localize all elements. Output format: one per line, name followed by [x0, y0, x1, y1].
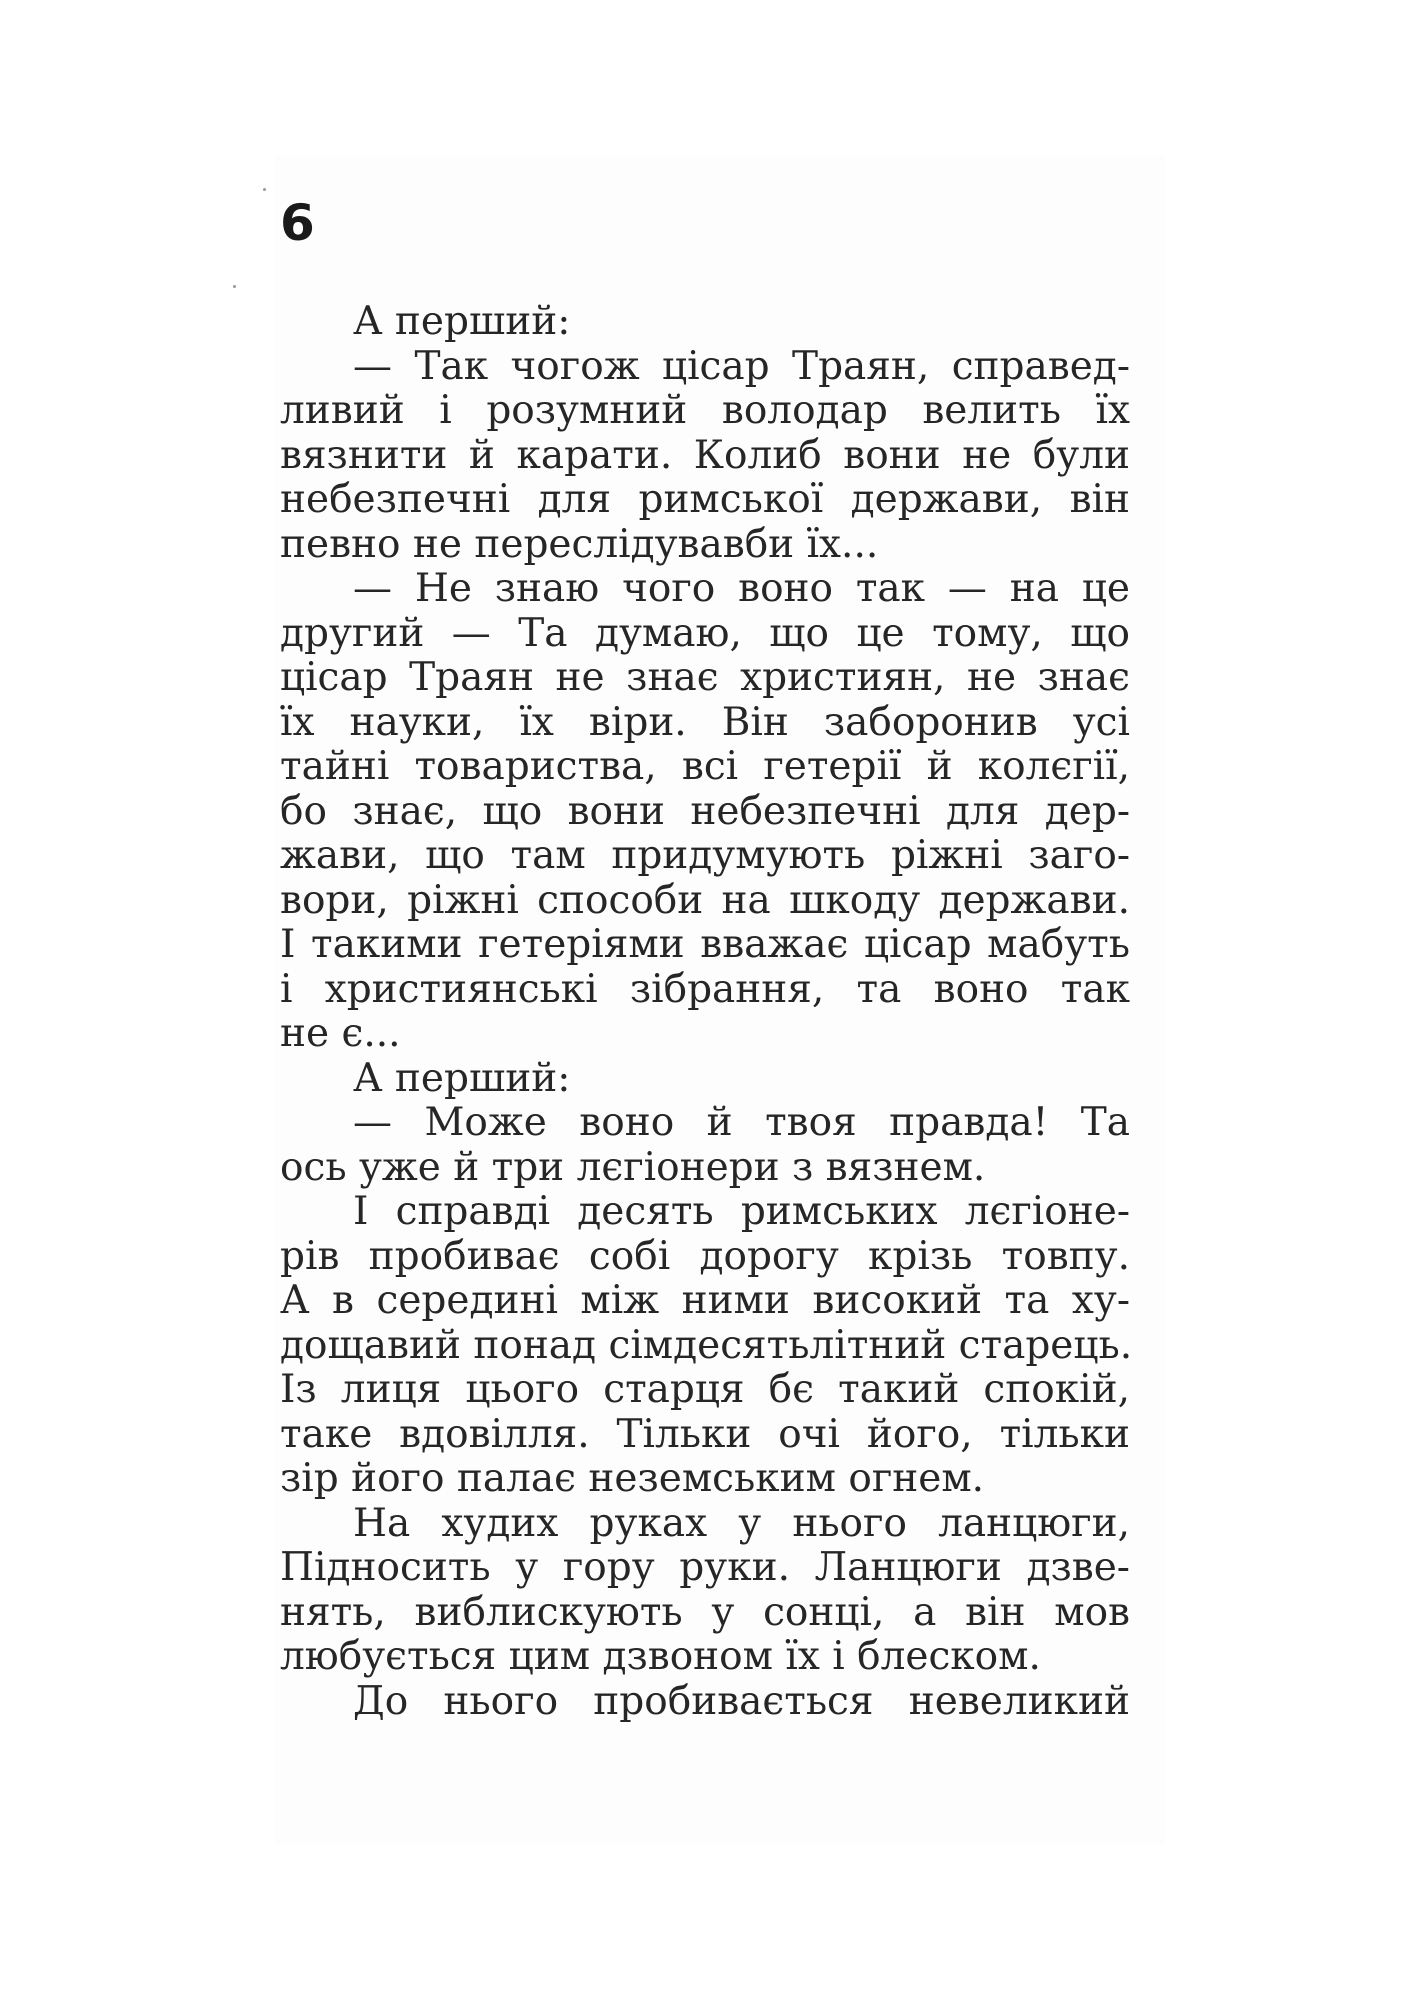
- text-line: А перший:: [353, 299, 571, 344]
- scan-speck: [233, 285, 236, 288]
- text-line: небезпечні для римської держави, він: [280, 477, 1130, 522]
- text-line: тайні товариства, всі гетерії й колєгії,: [280, 744, 1130, 789]
- text-line: другий — Та думаю, що це тому, що: [280, 610, 1130, 656]
- text-line: ось уже й три лєгіонери з вязнем.: [280, 1144, 986, 1190]
- text-line: і християнські зібрання, та воно так: [280, 966, 1130, 1012]
- text-line: вори, ріжні способи на шкоду держави.: [280, 877, 1130, 923]
- body-text: [280, 299, 1133, 1724]
- text-line: певно не переслідувавби їх...: [280, 521, 879, 567]
- text-line: цісар Траян не знає християн, не знає: [280, 655, 1130, 700]
- text-line: На худих руках у нього ланцюги,: [353, 1500, 1130, 1546]
- text-line: не є...: [280, 1011, 401, 1056]
- text-line: вязнити й карати. Колиб вони не були: [280, 432, 1130, 478]
- scan-speck: [263, 188, 266, 191]
- text-line: А в середині між ними високий та ху-: [280, 1278, 1130, 1323]
- text-line: нять, виблискують у сонці, а він мов: [280, 1589, 1130, 1635]
- page-number: 6: [280, 194, 315, 252]
- text-line: зір його палає неземським огнем.: [280, 1456, 985, 1501]
- text-line: таке вдовілля. Тільки очі його, тільки: [280, 1411, 1130, 1457]
- text-line: ливий і розумний володар велить їх: [280, 388, 1130, 433]
- text-line: Підносить у гору руки. Ланцюги дзве-: [280, 1545, 1130, 1590]
- text-line: дощавий понад сімдесятьлітний старець.: [280, 1322, 1133, 1368]
- text-line: — Може воно й твоя правда! Та: [353, 1100, 1130, 1145]
- text-line: І такими гетеріями вважає цісар мабуть: [280, 922, 1130, 967]
- text-line: — Не знаю чого воно так — на це: [353, 566, 1130, 611]
- text-line: А перший:: [353, 1055, 571, 1101]
- text-line: любується цим дзвоном їх і блеском.: [280, 1634, 1041, 1679]
- text-line: До нього пробивається невеликий: [353, 1678, 1130, 1724]
- text-line: бо знає, що вони небезпечні для дер-: [280, 788, 1130, 834]
- text-line: І справді десять римських лєгіоне-: [353, 1189, 1130, 1234]
- text-line: їх науки, їх віри. Він заборонив усі: [280, 699, 1130, 745]
- text-line: — Так чогож цісар Траян, справед-: [353, 343, 1130, 389]
- text-line: жави, що там придумують ріжні заго-: [280, 833, 1130, 878]
- text-line: Із лиця цього старця бє такий спокій,: [280, 1367, 1130, 1412]
- text-line: рів пробиває собі дорогу крізь товпу.: [280, 1233, 1130, 1279]
